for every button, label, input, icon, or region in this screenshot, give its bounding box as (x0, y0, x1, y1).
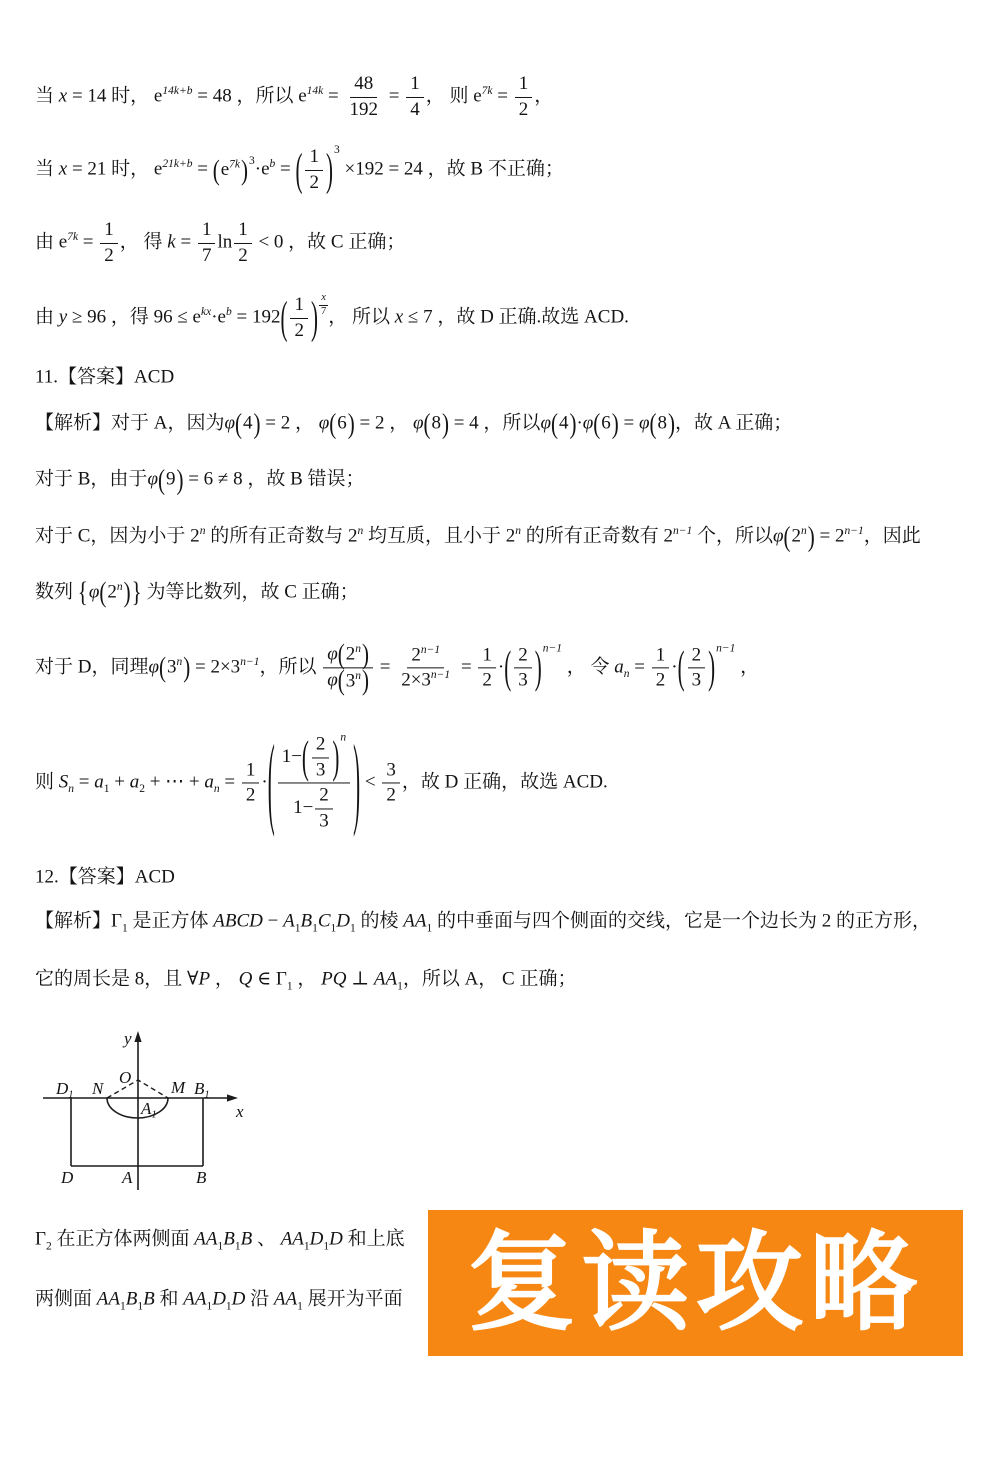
label-M: M (171, 1078, 186, 1097)
q12-line1: 【解析】$\Gamma_1$ 是正方体 ABCD − $A_1B_1C_1D_1$ 的棱 $AA_1$ 的中垂面与四个侧面的交线，它是一个边长为 2 的正方形， (35, 910, 931, 935)
label-A: A (122, 1168, 133, 1187)
label-O: O (119, 1068, 132, 1087)
label-B1: $B_1$ (194, 1079, 210, 1101)
label-y: y (124, 1029, 132, 1048)
sol10-line-b: 当 x = 14 时， $e^{14k+b} = 48$ ，所以 $e^{14k}$ = $\frac{48}{192}$ = $\frac{1}{4}$ ， 则 $e^{7k}$ = $\frac{1}{2}$ ， (35, 72, 554, 120)
q12-line2: 它的周长是 8，且 ∀P ， Q ∈ $\Gamma_1$ ， PQ ⊥ $AA_1$，所以 A， C 正确； (35, 968, 577, 993)
watermark-banner-text: 复读攻略 (467, 1222, 924, 1343)
label-N: N (92, 1079, 104, 1098)
label-B: B (196, 1168, 207, 1187)
q11-option-b: 对于 B，由于φ ( 9 ) = 6 ≠ 8 ，故 B 错误； (35, 463, 365, 496)
label-A1: $A_1$ (141, 1099, 157, 1121)
q11-option-c2: 数列 { φ ( 2$^n$ ) } 为等比数列，故 C 正确； (35, 576, 359, 609)
y-axis-arrow (134, 1031, 141, 1042)
geometry-figure (30, 1028, 260, 1200)
q12-line4: 两侧面 $AA_1B_1B$ 和 $AA_1D_1D$ 沿 $AA_1$ 展开为平面 (35, 1288, 403, 1313)
q11-option-d2: 则 $S_n = a_1 + a_2$ + ⋯ + $a_n$ = $\frac{1}{2}$ · ( 1− ( $\frac{2}{3}$ ) n 1− $\frac{2}{3}$ ) < $\frac{3}{2}$ ，故 D 正确，故选 ACD. (35, 721, 608, 840)
q11-answer: 11.【答案】ACD (35, 366, 175, 388)
x-axis-arrow (227, 1094, 238, 1101)
sol10-line-d: 由 y ≥ 96 ，得 $96 \le e^{kx}\cdot e^b = 192$ ( $\frac{1}{2}$ ) $\frac{x}{7}$ ， 所以 x ≤ 7 ，故 D 正确.故选 ACD. (35, 291, 629, 343)
q11-option-d: 对于 D，同理φ ( 3$^n$ ) = $2\times 3^{n-1}$，所以 φ ( 2$^n$ ) φ ( 3$^n$ ) = $\frac{2^{n-1}}{2\times 3^{n-1}}$ = $\frac{1}{2}$ · ( $\frac{2}{3}$ ) n−1 ， 令 $a_n$ = $\frac{1}{2}$ · ( $\frac{2}{3}$ ) n−1 ， (35, 638, 760, 697)
label-D: D (61, 1168, 74, 1187)
sol10-line-c: 由 $e^{7k}$ = $\frac{1}{2}$ ， 得 k = $\frac{1}{7}$ ln $\frac{1}{2}$ < 0 ，故 C 正确； (35, 218, 406, 266)
q12-line3: $\Gamma_2$ 在正方体两侧面 $AA_1B_1B$ 、 $AA_1D_1D$ 和上底 (35, 1228, 405, 1253)
watermark-banner (428, 1210, 963, 1356)
q11-option-c: 对于 C，因为小于 2$^n$ 的所有正奇数与 2$^n$ 均互质，且小于 2$^n$ 的所有正奇数有 $2^{n-1}$ 个，所以φ ( 2$^n$ ) = $2^{n-1}$，因此 (35, 520, 921, 553)
sol10-line-b2: 当 x = 21 时， $e^{21k+b}$ = ( $e^{7k}$ ) 3 $\cdot e^b$ = ( $\frac{1}{2}$ ) 3 ×192 = 24 ，故 B 不正确； (35, 143, 564, 195)
label-x: x (236, 1102, 244, 1121)
q11-option-a: 【解析】对于 A，因为φ ( 4 ) = 2 ， φ ( 6 ) = 2 ， φ ( 8 ) = 4 ，所以φ ( 4 ) ·φ ( 6 ) = φ ( 8 ) ，故 A 正确； (35, 407, 793, 440)
q12-answer: 12.【答案】ACD (35, 866, 175, 888)
label-D1: $D_1$ (56, 1079, 74, 1101)
